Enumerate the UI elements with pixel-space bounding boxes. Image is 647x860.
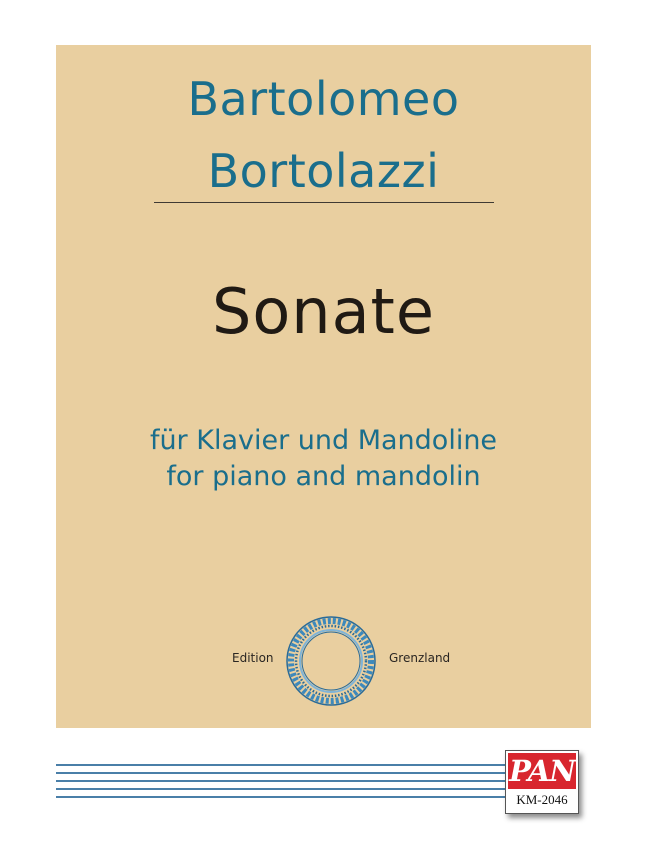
pan-logo: PAN [509,754,575,788]
work-title: Sonate [211,275,436,348]
staff-line [56,796,506,798]
publisher-badge [505,750,579,814]
staff-line [56,780,506,782]
catalog-number: KM-2046 [516,792,568,807]
publisher-label-left: Edition [232,651,274,665]
cover-panel [56,45,591,728]
composer-first-name: Bartolomeo [187,72,460,126]
staff-line [56,788,506,790]
staff-line [56,764,506,766]
ornamental-wreath-icon [285,615,377,707]
divider-line [154,202,494,203]
subtitle-english: for piano and mandolin [166,461,481,492]
composer-last-name: Bortolazzi [207,144,440,198]
publisher-label-right: Grenzland [389,651,451,665]
staff-line [56,772,506,774]
subtitle-german: für Klavier und Mandoline [149,425,498,456]
